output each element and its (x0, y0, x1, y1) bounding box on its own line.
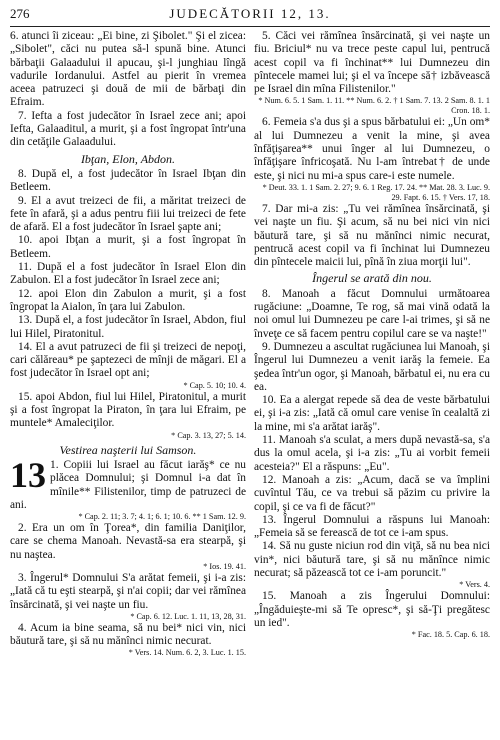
running-title: JUDECĂTORII 12, 13. (169, 6, 331, 21)
verse: 6. atunci îi ziceau: „Ei bine, zi Şibolet." Şi el zicea: „Sibolet", căci nu putea să-l spună bine. Atunci bărbaţii Galaadului il apucau, şi-l junghiau lîngă vadurile Iordanului. Astfel au pierit în vremea aceea patruzeci şi două de mii de bărbaţi din Efraim. (10, 30, 246, 109)
verse-text: 1. Copiii lui Israel au făcut iarăş* ce nu plăcea Domnului; şi Domnul i-a dat în mînile** Filistenilor, timp de patruzeci de ani. (10, 458, 246, 511)
verse: 8. După el, a fost judecător în Israel Ibţan din Betleem. (10, 167, 246, 194)
cross-reference: * Vers. 4. (459, 580, 490, 590)
verse: 7. Iefta a fost judecător în Israel zece ani; apoi Iefta, Galaaditul, a murit, şi a fost îngropat într'una din cetăţile Galaadului. (10, 109, 246, 149)
verse: 3. Îngerul* Domnului S'a arătat femeii, şi i-a zis: „Iată că tu eşti stearpă, şi n'ai copii; dar vei rămînea însărcinată, şi vei naşte un fiu. (10, 571, 246, 611)
verse: 14. Să nu guste niciun rod din viţă, să nu bea nici vin*, nici băutură tare, şi să nu mănînce nimic necurat; să păzească tot ce i-am poruncit." (254, 540, 490, 579)
verse: 14. El a avut patruzeci de fii şi treizeci de nepoţi, cari călăreau* pe şaptezeci de mînji de măgari. El a fost judecător în Israel opt ani; (10, 340, 246, 380)
verse (10, 454, 246, 512)
verse: 7. Dar mi-a zis: „Tu vei rămînea însărcinată, şi vei naşte un fiu. Şi acum, să nu bei nici vin nici băutură tare, şi să nu mănînci nimic necurat, pentrucă acest copil va fi închinat lui Dumnezeu din pîntecele maicii lui, pînă în ziua morţii lui". (254, 202, 490, 269)
verse: 15. apoi Abdon, fiul lui Hilel, Piratonitul, a murit şi a fost îngropat la Piraton, în ţara lui Efraim, pe muntele* Amaleciţilor. (10, 390, 246, 430)
verse: 5. Căci vei rămînea însărcinată, şi vei naşte un fiu. Briciul* nu va trece peste capul lui, pentrucă acest copil va fi închinat** lui Dumnezeu din pîntecele mamei lui; şi el va începe să† izbăvească pe Israel din mîna Filistenilor." (254, 30, 490, 96)
verse: 12. apoi Elon din Zabulon a murit, şi a fost îngropat la Aialon, în ţara lui Zabulon. (10, 287, 246, 313)
verse: 2. Era un om în Ţorea*, din familia Daniţilor, care se chema Manoah. Nevastă-sa era stearpă, şi nu naştea. (10, 522, 246, 561)
left-column (10, 30, 246, 658)
verse: 6. Femeia s'a dus şi a spus bărbatului ei: „Un om* al lui Dumnezeu a venit la mine, şi avea înfăţişarea** unui înger al lui Dumnezeu, o înfăţişare înfricoşată. Nu l-am întrebat† de unde este, şi nici nu mi-a spus care-i este numele. (254, 116, 490, 182)
verse: 15. Manoah a zis Îngerului Domnului: „Îngăduieşte-mi să Te opresc*, şi să-Ţi pregătesc un ied". (254, 590, 490, 629)
cross-reference: * Cap. 3. 13, 27; 5. 14. (171, 430, 246, 440)
cross-reference: * Cap. 2. 11; 3. 7; 4. 1; 6. 1; 10. 6. ** 1 Sam. 12. 9. (78, 512, 246, 522)
cross-reference: * Ios. 19. 41. (203, 561, 246, 571)
section-heading: Ibţan, Elon, Abdon. (80, 151, 176, 166)
section-heading: Vestirea naşterii lui Samson. (59, 442, 197, 457)
verse: 11. Manoah s'a sculat, a mers după nevastă-sa, s'a dus la omul acela, şi i-a zis: „Tu ai vorbit femeii acesteia?" El a răspuns: „Eu". (254, 434, 490, 473)
verse: 13. Îngerul Domnului a răspuns lui Manoah: „Femeia să se ferească de tot ce i-am spus. (254, 513, 490, 540)
page-header (10, 6, 490, 26)
verse: 9. Dumnezeu a ascultat rugăciunea lui Manoah, şi Îngerul lui Dumnezeu a venit iarăş la femeie. Ea şedea într'un ogor, şi Manoah, bărbatul ei, nu era cu ea. (254, 340, 490, 393)
header-rule (10, 26, 490, 27)
verse: 12. Manoah a zis: „Acum, dacă se va împlini cuvîntul Tău, ce va trebui să păzim cu privire la copil, şi ce va fi de făcut?" (254, 473, 490, 513)
text-columns (10, 30, 490, 658)
verse: 13. După el, a fost judecător în Israel, Abdon, fiul lui Hilel, Piratonitul. (10, 314, 246, 340)
verse: 10. Ea a alergat repede să dea de veste bărbatului ei, şi i-a zis: „Iată că omul care venise în cealaltă zi la mine, mi s'a arătat iarăş". (254, 394, 490, 433)
right-column (254, 30, 490, 658)
cross-reference: * Fac. 18. 5. Cap. 6. 18. (411, 630, 490, 640)
verse: 11. După el a fost judecător în Israel Elon din Zabulon. El a fost judecător în Israel zece ani; (10, 261, 246, 287)
verse: 8. Manoah a făcut Domnului următoarea rugăciune: „Doamne, Te rog, să mai vină odată la noi omul lui Dumnezeu pe care l-ai trimes, şi să ne înveţe ce să facem pentru copilul care se va naşte!" (254, 287, 490, 340)
cross-reference: * Vers. 14. Num. 6. 2, 3. Luc. 1. 15. (128, 648, 246, 658)
chapter-number: 13 (10, 454, 46, 495)
verse: 4. Acum ia bine seama, să nu bei* nici vin, nici băutură tare, şi să nu mănînci nimic necurat. (10, 621, 246, 648)
verse: 10. apoi Ibţan a murit, şi a fost îngropat în Betleem. (10, 234, 246, 260)
cross-reference: * Num. 6. 5. 1 Sam. 1. 11. ** Num. 6. 2. † 1 Sam. 7. 13. 2 Sam. 8. 1. 1 Cron. 18. 1. (258, 96, 490, 116)
verse: 9. El a avut treizeci de fii, a măritat treizeci de fete în afară, şi a adus pentru fiii lui treizeci de fete de afară. El a fost judecător în Israel şapte ani; (10, 194, 246, 234)
cross-reference: * Cap. 6. 12. Luc. 1. 11, 13, 28, 31. (130, 611, 246, 621)
cross-reference: * Deut. 33. 1. 1 Sam. 2. 27; 9. 6. 1 Reg. 17. 24. ** Mat. 28. 3. Luc. 9. 29. Fapt. 6. 15. † Vers. 17, 18. (262, 182, 490, 202)
page-number: 276 (10, 6, 30, 21)
section-heading: Îngerul se arată din nou. (312, 271, 432, 286)
cross-reference: * Cap. 5. 10; 10. 4. (183, 380, 246, 390)
